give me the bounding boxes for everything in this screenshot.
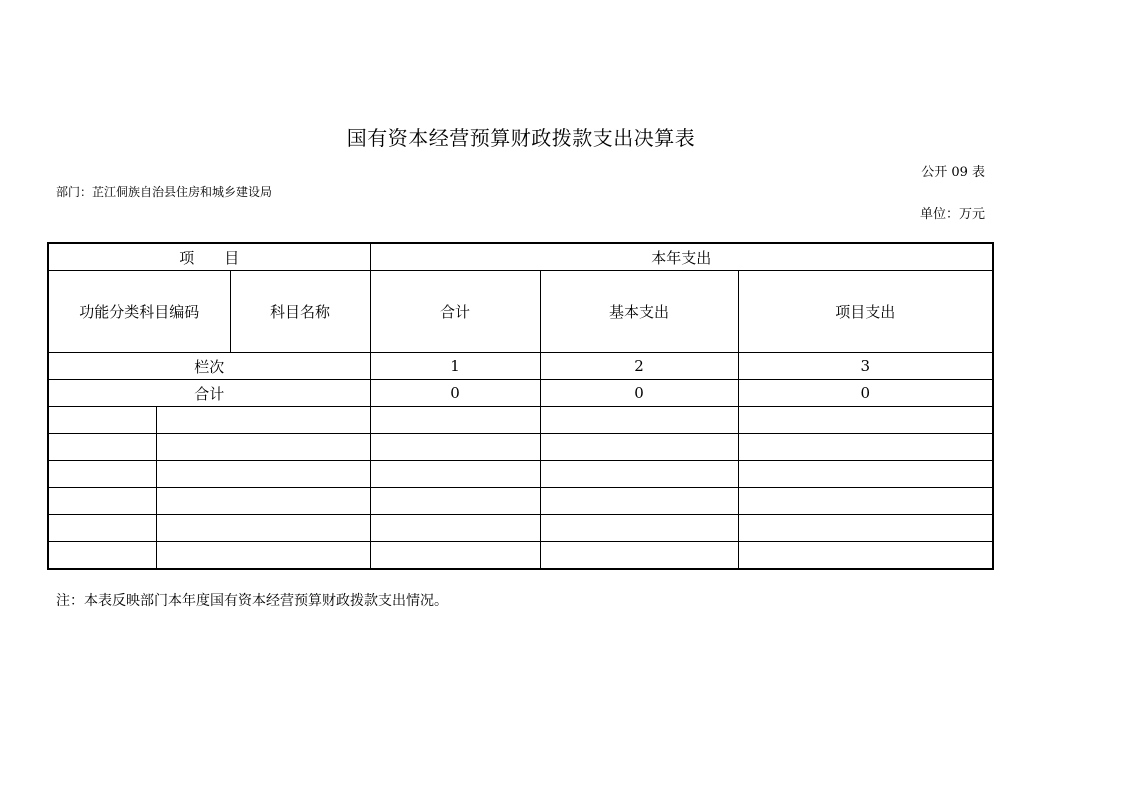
index-3: 3 [738,353,993,380]
footnote: 注：本表反映部门本年度国有资本经营预算财政拨款支出情况。 [56,593,448,609]
empty-cell [738,434,993,461]
total-value-3: 0 [738,380,993,407]
header-current-year: 本年支出 [370,243,993,271]
empty-cell [738,542,993,570]
index-row [48,353,993,380]
empty-cell [48,515,156,542]
header-row-1 [48,243,993,271]
header-basic: 基本支出 [540,271,738,353]
empty-row [48,542,993,570]
empty-cell [48,488,156,515]
form-number: 公开 09 表 [921,165,985,180]
empty-cell [48,434,156,461]
budget-table [47,242,994,570]
total-label: 合计 [48,380,370,407]
header-code: 功能分类科目编码 [48,271,230,353]
empty-row [48,515,993,542]
empty-cell [370,407,540,434]
empty-row [48,434,993,461]
report-title: 国有资本经营预算财政拨款支出决算表 [346,126,696,150]
empty-cell [738,488,993,515]
empty-cell [540,515,738,542]
header-project: 项目支出 [738,271,993,353]
empty-cell [370,488,540,515]
empty-cell [540,461,738,488]
empty-cell [156,434,370,461]
empty-cell [738,461,993,488]
header-total: 合计 [370,271,540,353]
empty-cell [540,488,738,515]
empty-cell [156,461,370,488]
index-1: 1 [370,353,540,380]
header-name: 科目名称 [230,271,370,353]
empty-cell [370,515,540,542]
unit-label: 单位：万元 [919,207,985,222]
header-item: 项 目 [48,243,370,271]
index-2: 2 [540,353,738,380]
empty-cell [48,461,156,488]
header-row-2 [48,271,993,353]
empty-row [48,488,993,515]
empty-cell [540,434,738,461]
empty-cell [540,542,738,570]
department-label: 部门：芷江侗族自治县住房和城乡建设局 [56,185,273,199]
empty-cell [370,434,540,461]
empty-cell [156,407,370,434]
empty-cell [48,542,156,570]
empty-cell [48,407,156,434]
empty-cell [370,542,540,570]
empty-cell [738,407,993,434]
empty-cell [540,407,738,434]
empty-cell [370,461,540,488]
empty-row [48,461,993,488]
total-value-1: 0 [370,380,540,407]
empty-cell [156,542,370,570]
empty-cell [156,515,370,542]
total-row [48,380,993,407]
empty-row [48,407,993,434]
empty-cell [156,488,370,515]
index-label: 栏次 [48,353,370,380]
total-value-2: 0 [540,380,738,407]
empty-cell [738,515,993,542]
